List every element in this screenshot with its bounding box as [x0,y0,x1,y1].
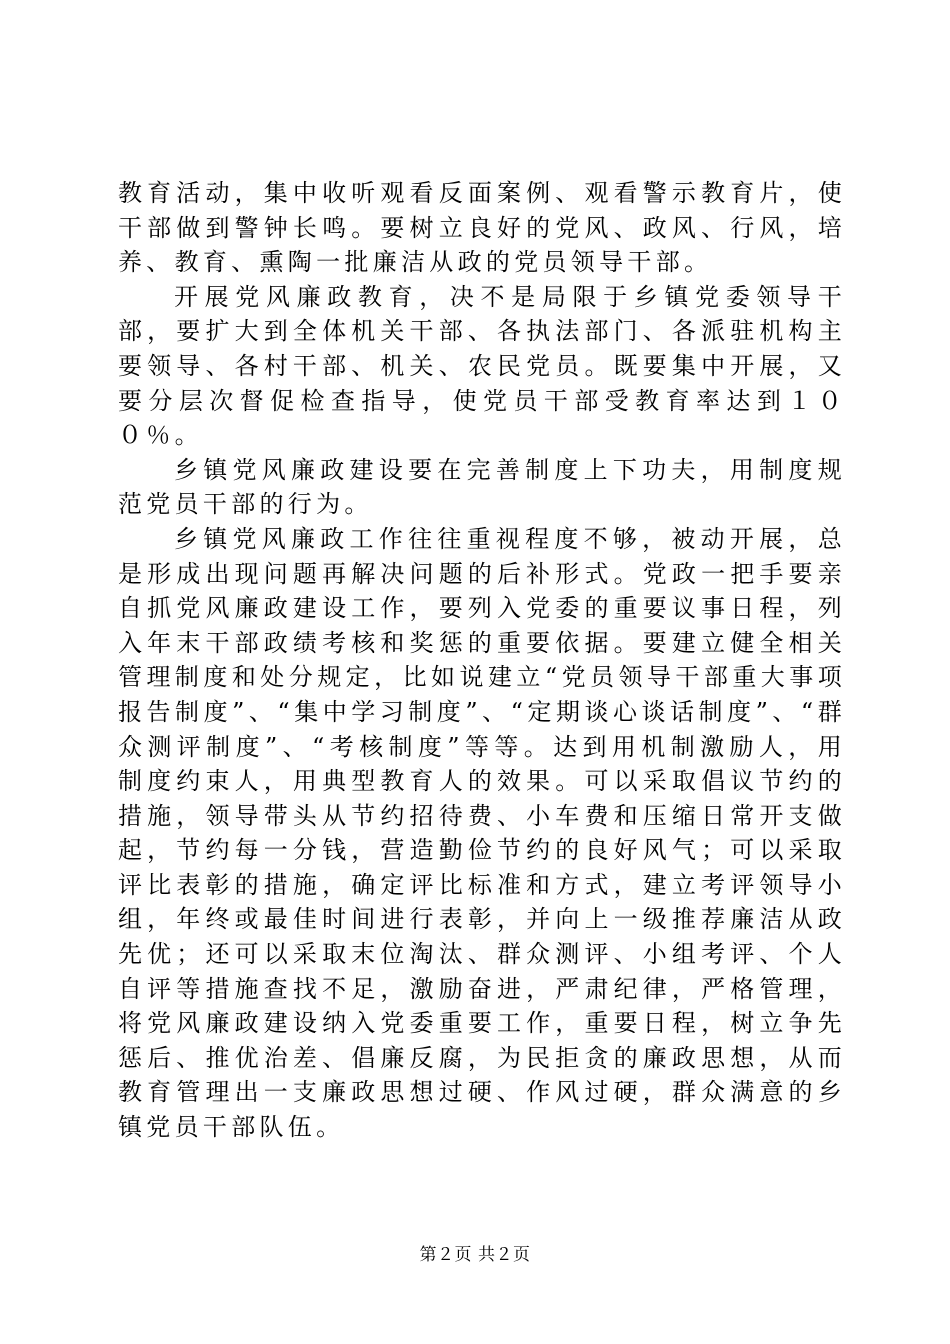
paragraph-2: 开展党风廉政教育，决不是局限于乡镇党委领导干部，要扩大到全体机关干部、各执法部门、各派驻机构主要领导、各村干部、机关、农民党员。既要集中开展，又要分层次督促检查指导，使党员干部受教育率达到１００％。 [118,282,846,450]
document-body [118,176,846,1145]
paragraph-3: 乡镇党风廉政建设要在完善制度上下功夫，用制度规范党员干部的行为。 [118,455,846,519]
paragraph-4: 乡镇党风廉政工作往往重视程度不够，被动开展，总是形成出现问题再解决问题的后补形式。党政一把手要亲自抓党风廉政建设工作，要列入党委的重要议事日程，列入年末干部政绩考核和奖惩的重要依据。要建立健全相关管理制度和处分规定，比如说建立“党员领导干部重大事项报告制度”、“集中学习制度”、“定期谈心谈话制度”、“群众测评制度”、“考核制度”等等。达到用机制激励人，用制度约束人，用典型教育人的效果。可以采取倡议节约的措施，领导带头从节约招待费、小车费和压缩日常开支做起，节约每一分钱，营造勤俭节约的良好风气；可以采取评比表彰的措施，确定评比标准和方式，建立考评领导小组，年终或最佳时间进行表彰，并向上一级推荐廉洁从政先优；还可以采取末位淘汰、群众测评、小组考评、个人自评等措施查找不足，激励奋进，严肃纪律，严格管理，将党风廉政建设纳入党委重要工作，重要日程，树立争先惩后、推优治差、倡廉反腐，为民拒贪的廉政思想，从而教育管理出一支廉政思想过硬、作风过硬，群众满意的乡镇党员干部队伍。 [118,524,846,1142]
page-number-footer: 第２页 共２页 [419,1245,531,1265]
paragraph-1: 教育活动，集中收听观看反面案例、观看警示教育片，使干部做到警钟长鸣。要树立良好的党风、政风、行风，培养、教育、熏陶一批廉洁从政的党员领导干部。 [118,179,846,277]
